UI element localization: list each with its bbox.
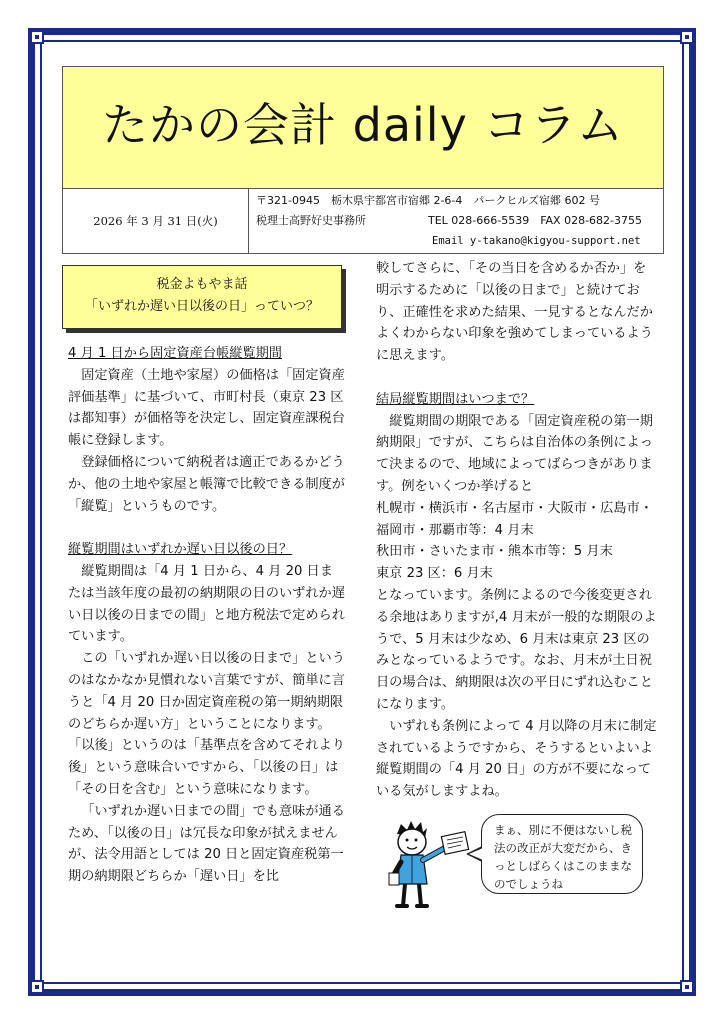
speech-bubble-tail-inner	[469, 848, 483, 860]
topic-box	[62, 265, 342, 329]
info-row	[63, 189, 663, 253]
section-heading: 4 月 1 日から固定資産台帳縦覧期間	[68, 346, 282, 361]
paragraph: この「いずれか遅い日以後の日まで」というのはなかなか見慣れない言葉ですが、簡単に言うと「4 月 20 日か固定資産税の第一期納期限のどちらか遅い方」ということになります。「以後」というのは「基準点を含めてそれより後」という意味合いですから、「以後の日」は「その日を含む」という意味になります。	[68, 651, 345, 797]
right-column	[376, 258, 658, 803]
corner-ornament-bottom-right	[680, 980, 694, 994]
paragraph: 縦覧期間は「4 月 1 日から、4 月 20 日または当該年度の最初の納期限の日のいずれか遅い日以後の日までの間」と地方税法で定められています。	[68, 563, 345, 645]
header	[62, 66, 664, 254]
section-heading: 縦覧期間はいずれか遅い日以後の日？	[68, 542, 293, 558]
topic-category: 税金よもやま話	[156, 277, 248, 292]
person-pointing-icon	[383, 818, 473, 913]
paragraph: となっています。条例によるので今後変更される余地はありますが,4 月末が一般的な期限のようで、5 月末は少なめ、6 月末は東京 23 区のみとなっているようです。なお、月末が土日祝日の場合は、納期限は次の平日にずれ込むことになります。	[376, 587, 657, 712]
paragraph: 登録価格について納税者は適正であるかどうか、他の土地や家屋と帳簿で比較できる制度が「縦覧」というものです。	[68, 454, 345, 514]
paragraph: 固定資産（土地や家屋）の価格は「固定資産評価基準」に基づいて、市町村長（東京 23 区は都知事）が価格等を決定し、固定資産課税台帳に登録します。	[68, 367, 345, 449]
page-title: たかの会計 daily コラム	[102, 98, 624, 152]
paragraph: 較してさらに、「その当日を含めるか否か」を明示するために「以後の日まで」と続けており、正確性を求めた結果、一見するとなんだかよくわからない印象を強めてしまっているように思えます。	[376, 261, 653, 364]
contact-block	[256, 191, 656, 251]
speech-bubble: まぁ、別に不便はないし税法の改正が大変だから、きっとしばらくはこのままなのでしょうね	[481, 814, 643, 894]
office-phone: TEL 028-666-5539 FAX 028-682-3755	[428, 214, 643, 227]
issue-date: 2026 年 3 月 31 日(火)	[63, 189, 249, 253]
left-column	[68, 343, 346, 888]
list-item: 札幌市・横浜市・名古屋市・大阪市・広島市・福岡市・那覇市等：4 月末	[376, 500, 653, 538]
corner-ornament-top-left	[30, 30, 44, 44]
section-heading: 結局縦覧期間はいつまで？	[376, 391, 535, 407]
topic-title: 「いずれか遅い日以後の日」っていつ？	[84, 299, 319, 314]
title-banner	[63, 67, 663, 189]
office-address: 〒321-0945 栃木県宇都宮市宿郷 2-6-4 パークヒルズ宿郷 602 号	[256, 194, 601, 207]
corner-ornament-bottom-left	[30, 980, 44, 994]
list-item: 秋田市・さいたま市・熊本市等：5 月末	[376, 544, 613, 560]
office-email: Email y-takano@kigyou-support.net	[432, 235, 641, 247]
corner-ornament-top-right	[680, 30, 694, 44]
list-item: 東京 23 区：6 月末	[376, 566, 493, 582]
paragraph: いずれも条例によって 4 月以降の月末に制定されているようですから、そうするといよいよ縦覧期間の「4 月 20 日」の方が不要になっている気がしますよね。	[376, 718, 657, 800]
paragraph: 「いずれか遅い日までの間」でも意味が通るため、「以後の日」は冗長な印象が拭えませんが、法令用語としては 20 日と固定資産税第一期の納期限どちらか「遅い日」を比	[68, 803, 345, 885]
paragraph: 縦覧期間の期限である「固定資産税の第一期納期限」ですが、こちらは自治体の条例によって決まるので、地域によってばらつきがあります。例をいくつか挙げると	[376, 413, 653, 494]
office-name: 税理士高野好史事務所	[256, 214, 366, 227]
